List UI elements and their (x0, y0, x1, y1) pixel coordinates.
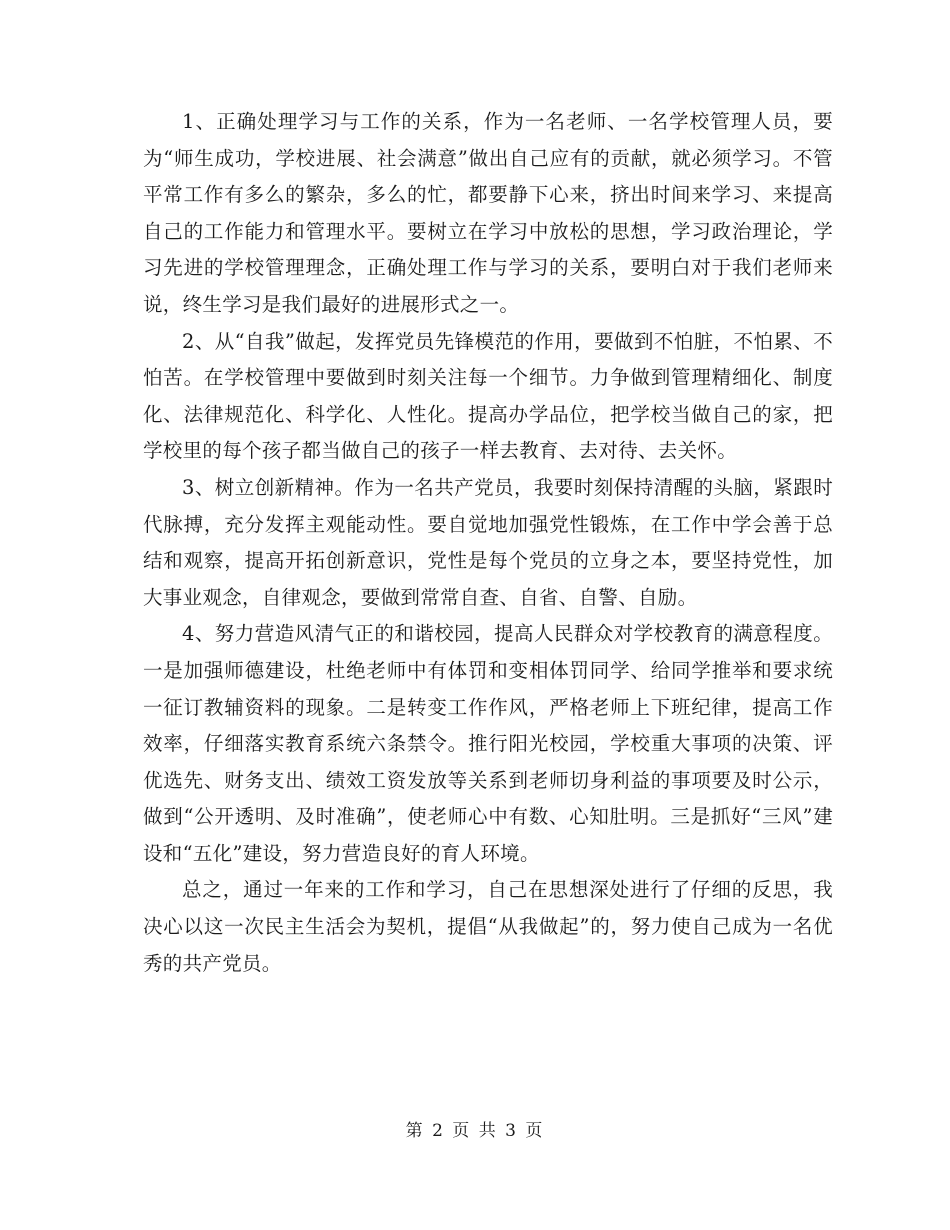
paragraph-1: 1、正确处理学习与工作的关系，作为一名老师、一名学校管理人员，要为“师生成功，学校进展、社会满意”做出自己应有的贡献，就必须学习。不管平常工作有多么的繁杂，多么的忙，都要静下心来，挤出时间来学习、来提高自己的工作能力和管理水平。要树立在学习中放松的思想，学习政治理论，学习先进的学校管理理念，正确处理工作与学习的关系，要明白对于我们老师来说，终生学习是我们最好的进展形式之一。 (143, 110, 833, 316)
paragraph-5: 总之，通过一年来的工作和学习，自己在思想深处进行了仔细的反思，我决心以这一次民主生活会为契机，提倡“从我做起”的，努力使自己成为一名优秀的共产党员。 (143, 878, 833, 975)
paragraph-4: 4、努力营造风清气正的和谐校园，提高人民群众对学校教育的满意程度。一是加强师德建设，杜绝老师中有体罚和变相体罚同学、给同学推举和要求统一征订教辅资料的现象。二是转变工作作风，严格老师上下班纪律，提高工作效率，仔细落实教育系统六条禁令。推行阳光校园，学校重大事项的决策、评优选先、财务支出、绩效工资发放等关系到老师切身利益的事项要及时公示，做到“公开透明、及时准确”，使老师心中有数、心知肚明。三是抓好“三风”建设和“五化”建设，努力营造良好的育人环境。 (143, 622, 833, 865)
paragraph-3: 3、树立创新精神。作为一名共产党员，我要时刻保持清醒的头脑，紧跟时代脉搏，充分发挥主观能动性。要自觉地加强党性锻炼，在工作中学会善于总结和观察，提高开拓创新意识，党性是每个党员的立身之本，要坚持党性，加大事业观念，自律观念，要做到常常自查、自省、自警、自励。 (143, 475, 833, 609)
document-body (143, 104, 833, 982)
paragraph-2: 2、从“自我”做起，发挥党员先锋模范的作用，要做到不怕脏，不怕累、不怕苦。在学校管理中要做到时刻关注每一个细节。力争做到管理精细化、制度化、法律规范化、科学化、人性化。提高办学品位，把学校当做自己的家，把学校里的每个孩子都当做自己的孩子一样去教育、去对待、去关怀。 (143, 329, 833, 463)
page-footer: 第 2 页 共 3 页 (405, 1121, 545, 1141)
